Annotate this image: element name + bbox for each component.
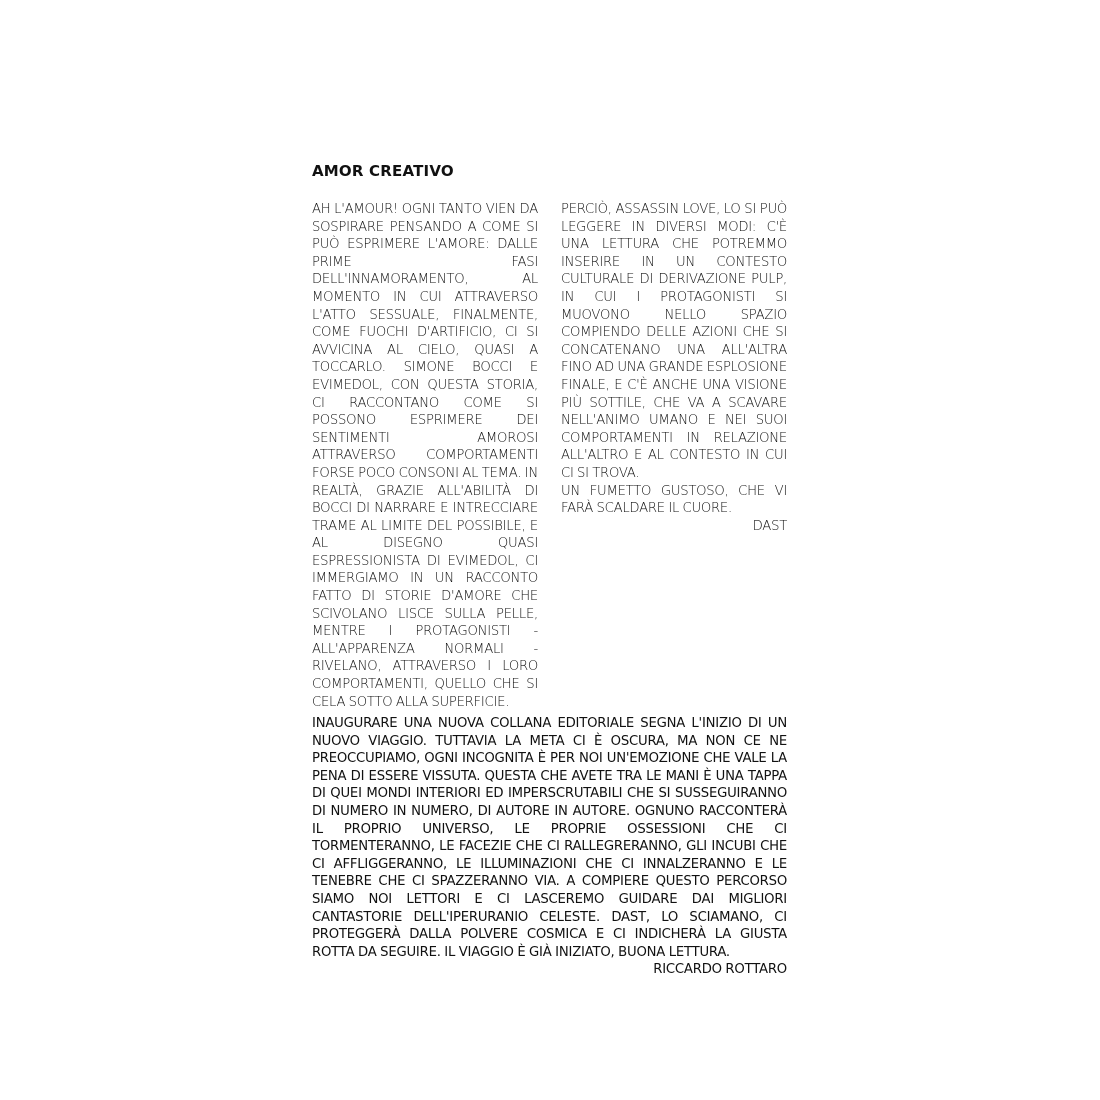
- article-right-paragraph-2: UN FUMETTO GUSTOSO, CHE VI FARÀ SCALDARE IL CUORE.: [561, 483, 787, 517]
- article-right-paragraph-1: PERCIÒ, ASSASSIN LOVE, LO SI PUÒ LEGGERE IN DIVERSI MODI: C'È UNA LETTURA CHE POTREMMO INSERIRE IN UN CONTESTO CULTURALE DI DERIVAZIONE PULP, IN CUI I PROTAGONISTI SI MUOVONO NELLO SPAZIO COMPIENDO DELLE AZIONI CHE SI CONCATENANO UNA ALL'ALTRA FINO AD UNA GRANDE ESPLOSIONE FINALE, E C'È ANCHE UNA VISIONE PIÙ SOTTILE, CHE VA A SCAVARE NELL'ANIMO UMANO E NEI SUOI COMPORTAMENTI IN RELAZIONE ALL'ALTRO E AL CONTESTO IN CUI CI SI TROVA.: [561, 202, 787, 481]
- editorial-paragraph: INAUGURARE UNA NUOVA COLLANA EDITORIALE SEGNA L'INIZIO DI UN NUOVO VIAGGIO. TUTTAVIA LA META CI È OSCURA, MA NON CE NE PREOCCUPIAMO, OGNI INCOGNITA È PER NOI UN'EMOZIONE CHE VALE LA PENA DI ESSERE VISSUTA. QUESTA CHE AVETE TRA LE MANI È UNA TAPPA DI QUEI MONDI INTERIORI ED IMPERSCRUTABILI CHE SI SUSSEGUIRANNO DI NUMERO IN NUMERO, DI AUTORE IN AUTORE. OGNUNO RACCONTERÀ IL PROPRIO UNIVERSO, LE PROPRIE OSSESSIONI CHE CI TORMENTERANNO, LE FACEZIE CHE CI RALLEGRERANNO, GLI INCUBI CHE CI AFFLIGGERANNO, LE ILLUMINAZIONI CHE CI INNALZERANNO E LE TENEBRE CHE CI SPAZZERANNO VIA. A COMPIERE QUESTO PERCORSO SIAMO NOI LETTORI E CI LASCEREMO GUIDARE DAI MIGLIORI CANTASTORIE DELL'IPERURANIO CELESTE. DAST, LO SCIAMANO, CI PROTEGGERÀ DALLA POLVERE COSMICA E CI INDICHERÀ LA GIUSTA ROTTA DA SEGUIRE. IL VIAGGIO È GIÀ INIZIATO, BUONA LETTURA.: [312, 716, 787, 960]
- article-title: AMOR CREATIVO: [312, 162, 454, 180]
- document-page: [312, 160, 787, 979]
- article-right-column: [561, 201, 787, 535]
- article-left-paragraph: AH L'AMOUR! OGNI TANTO VIEN DA SOSPIRARE PENSANDO A COME SI PUÒ ESPRIMERE L'AMORE: DALLE PRIME FASI DELL'INNAMORAMENTO, AL MOMENTO IN CUI ATTRAVERSO L'ATTO SESSUALE, FINALMENTE, COME FUOCHI D'ARTIFICIO, CI SI AVVICINA AL CIELO, QUASI A TOCCARLO. SIMONE BOCCI E EVIMEDOL, CON QUESTA STORIA, CI RACCONTANO COME SI POSSONO ESPRIMERE DEI SENTIMENTI AMOROSI ATTRAVERSO COMPORTAMENTI FORSE POCO CONSONI AL TEMA. IN REALTÀ, GRAZIE ALL'ABILITÀ DI BOCCI DI NARRARE E INTRECCIARE TRAME AL LIMITE DEL POSSIBILE, E AL DISEGNO QUASI ESPRESSIONISTA DI EVIMEDOL, CI IMMERGIAMO IN UN RACCONTO FATTO DI STORIE D'AMORE CHE SCIVOLANO LISCE SULLA PELLE, MENTRE I PROTAGONISTI -ALL'APPARENZA NORMALI - RIVELANO, ATTRAVERSO I LORO COMPORTAMENTI, QUELLO CHE SI CELA SOTTO ALLA SUPERFICIE.: [312, 202, 538, 710]
- article-left-column: [312, 201, 538, 711]
- article-columns: [312, 201, 787, 710]
- editorial-section: [312, 715, 787, 979]
- editorial-signature: RICCARDO ROTTARO: [653, 962, 787, 978]
- article-signature: DAST: [752, 518, 787, 534]
